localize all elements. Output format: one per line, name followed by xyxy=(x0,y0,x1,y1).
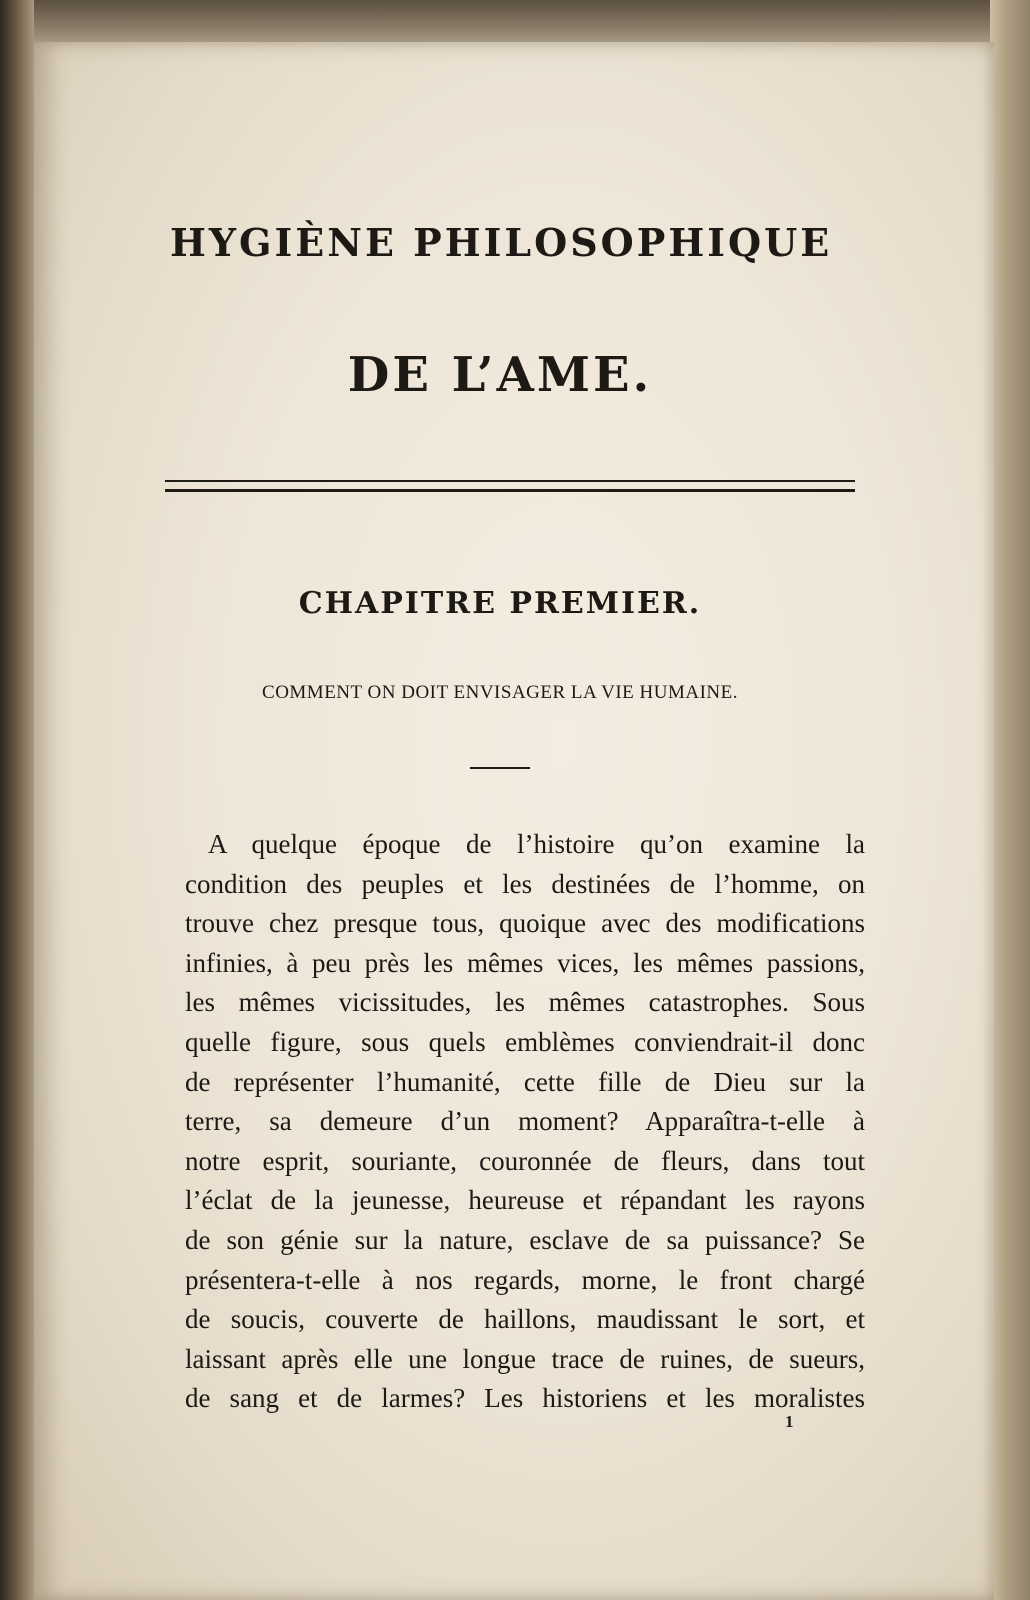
book-title-line-2: DE L’AME. xyxy=(347,347,653,403)
body-line: notre esprit, souriante, couronnée de fleurs, dans tout xyxy=(185,1145,865,1176)
body-paragraph xyxy=(185,825,865,1419)
title-double-rule xyxy=(165,480,855,494)
body-line: présentera-t-elle à nos regards, morne, le front chargé xyxy=(185,1264,865,1295)
chapter-heading: CHAPITRE PREMIER. xyxy=(298,586,702,621)
page-number: 1 xyxy=(785,1412,794,1431)
book-title-line-1: HYGIÈNE PHILOSOPHIQUE xyxy=(170,220,833,265)
body-line: trouve chez presque tous, quoique avec des modifications xyxy=(185,908,865,939)
body-line: laissant après elle une longue trace de ruines, de sueurs, xyxy=(185,1343,865,1374)
chapter-subtitle: COMMENT ON DOIT ENVISAGER LA VIE HUMAINE. xyxy=(262,682,738,703)
body-line: de représenter l’humanité, cette fille de Dieu sur la xyxy=(185,1066,865,1097)
body-line: de sang et de larmes? Les historiens et les moralistes xyxy=(185,1383,865,1414)
body-line: A quelque époque de l’histoire qu’on examine la xyxy=(208,829,865,859)
body-line: de son génie sur la nature, esclave de sa puissance? Se xyxy=(185,1224,865,1255)
body-line: infinies, à peu près les mêmes vices, les mêmes passions, xyxy=(185,947,865,978)
body-line: l’éclat de la jeunesse, heureuse et répandant les rayons xyxy=(185,1185,865,1216)
body-line: quelle figure, sous quels emblèmes conviendrait-il donc xyxy=(185,1026,865,1057)
body-line: les mêmes vicissitudes, les mêmes catastrophes. Sous xyxy=(185,987,865,1018)
body-line: de soucis, couverte de haillons, maudissant le sort, et xyxy=(185,1304,865,1335)
body-line: condition des peuples et les destinées de l’homme, on xyxy=(185,868,865,899)
body-line: terre, sa demeure d’un moment? Apparaîtra-t-elle à xyxy=(185,1106,865,1137)
rule-top-line xyxy=(165,480,855,482)
section-rule xyxy=(470,767,530,769)
rule-bottom-line xyxy=(165,489,855,492)
